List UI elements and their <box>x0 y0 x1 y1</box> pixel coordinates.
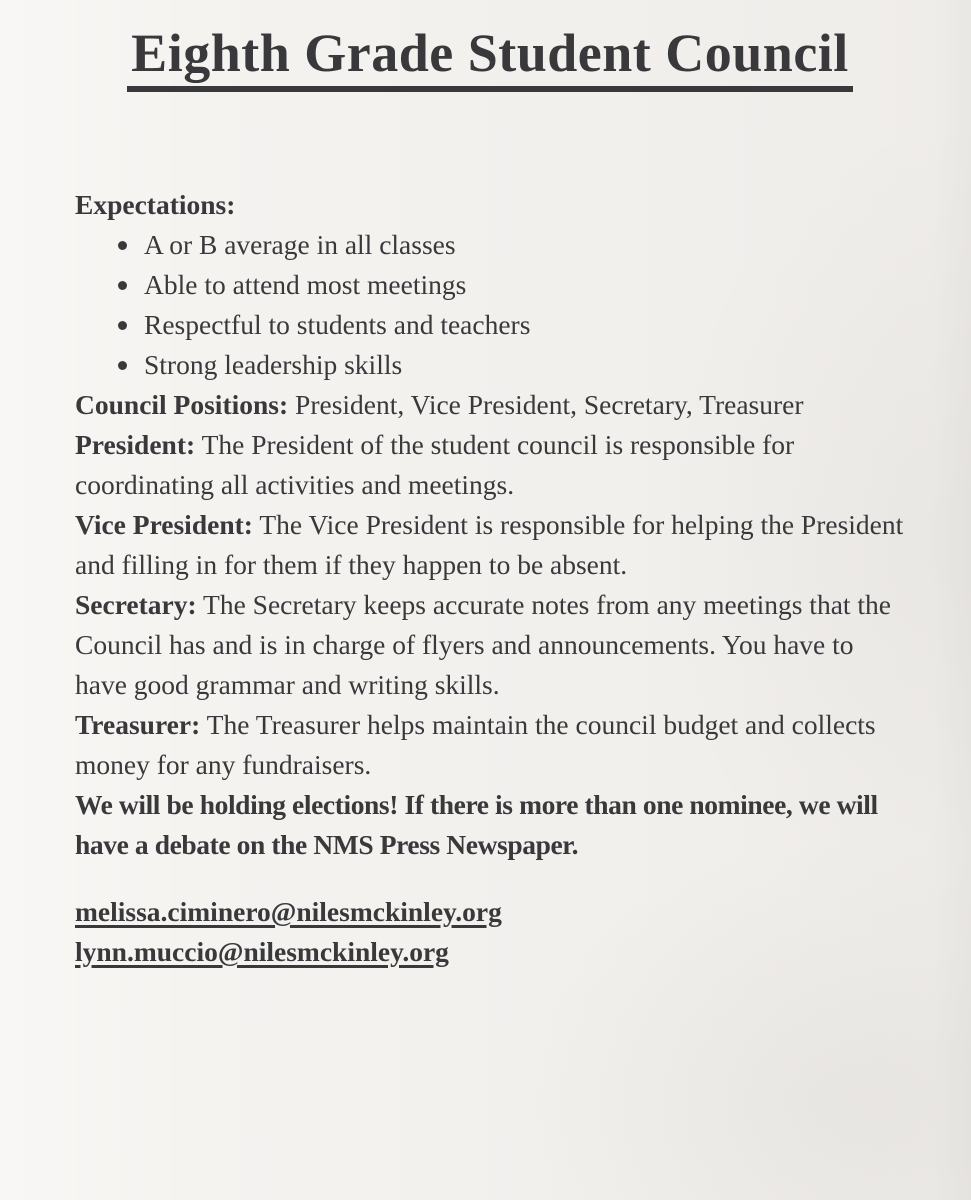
expectation-text: Able to attend most meetings <box>144 269 467 300</box>
role-paragraph-treasurer <box>75 705 905 785</box>
treasurer-description: The Treasurer helps maintain the council budget and collects money for any fundraisers. <box>75 709 876 780</box>
expectation-text: Strong leadership skills <box>144 349 403 380</box>
role-paragraph-vice-president <box>75 505 905 585</box>
contact-email: lynn.muccio@nilesmckinley.org <box>75 936 449 967</box>
expectation-text: Respectful to students and teachers <box>144 309 531 340</box>
bullet-icon <box>118 321 127 330</box>
role-paragraph-president <box>75 425 905 505</box>
contact-email: melissa.ciminero@nilesmckinley.org <box>75 896 502 927</box>
list-item <box>118 265 905 305</box>
elections-note: We will be holding elections! If there is more than one nominee, we will have a debate on the NMS Press Newspaper. <box>75 789 878 860</box>
page-title: Eighth Grade Student Council <box>127 22 853 92</box>
list-item <box>118 225 905 265</box>
contacts-section <box>75 892 905 972</box>
expectations-list <box>118 225 905 385</box>
bullet-icon <box>118 241 127 250</box>
bullet-icon <box>118 361 127 370</box>
council-positions-line <box>75 385 905 425</box>
role-paragraph-secretary <box>75 585 905 705</box>
expectations-section <box>75 185 905 385</box>
expectation-text: A or B average in all classes <box>144 229 456 260</box>
vice-president-label: Vice President: <box>75 509 253 540</box>
secretary-description: The Secretary keeps accurate notes from any meetings that the Council has and is in charge of flyers and announcements. You have to have good grammar and writing skills. <box>75 589 892 700</box>
bullet-icon <box>118 281 127 290</box>
president-label: President: <box>75 429 196 460</box>
expectations-heading: Expectations: <box>75 189 236 220</box>
list-item <box>118 305 905 345</box>
vice-president-description: The Vice President is responsible for helping the President and filling in for them if they happen to be absent. <box>75 509 904 580</box>
title-section <box>75 0 905 92</box>
council-positions-text: President, Vice President, Secretary, Treasurer <box>295 389 804 420</box>
list-item <box>118 345 905 385</box>
president-description: The President of the student council is responsible for coordinating all activities and meetings. <box>75 429 795 500</box>
treasurer-label: Treasurer: <box>75 709 201 740</box>
secretary-label: Secretary: <box>75 589 197 620</box>
council-positions-label: Council Positions: <box>75 389 289 420</box>
